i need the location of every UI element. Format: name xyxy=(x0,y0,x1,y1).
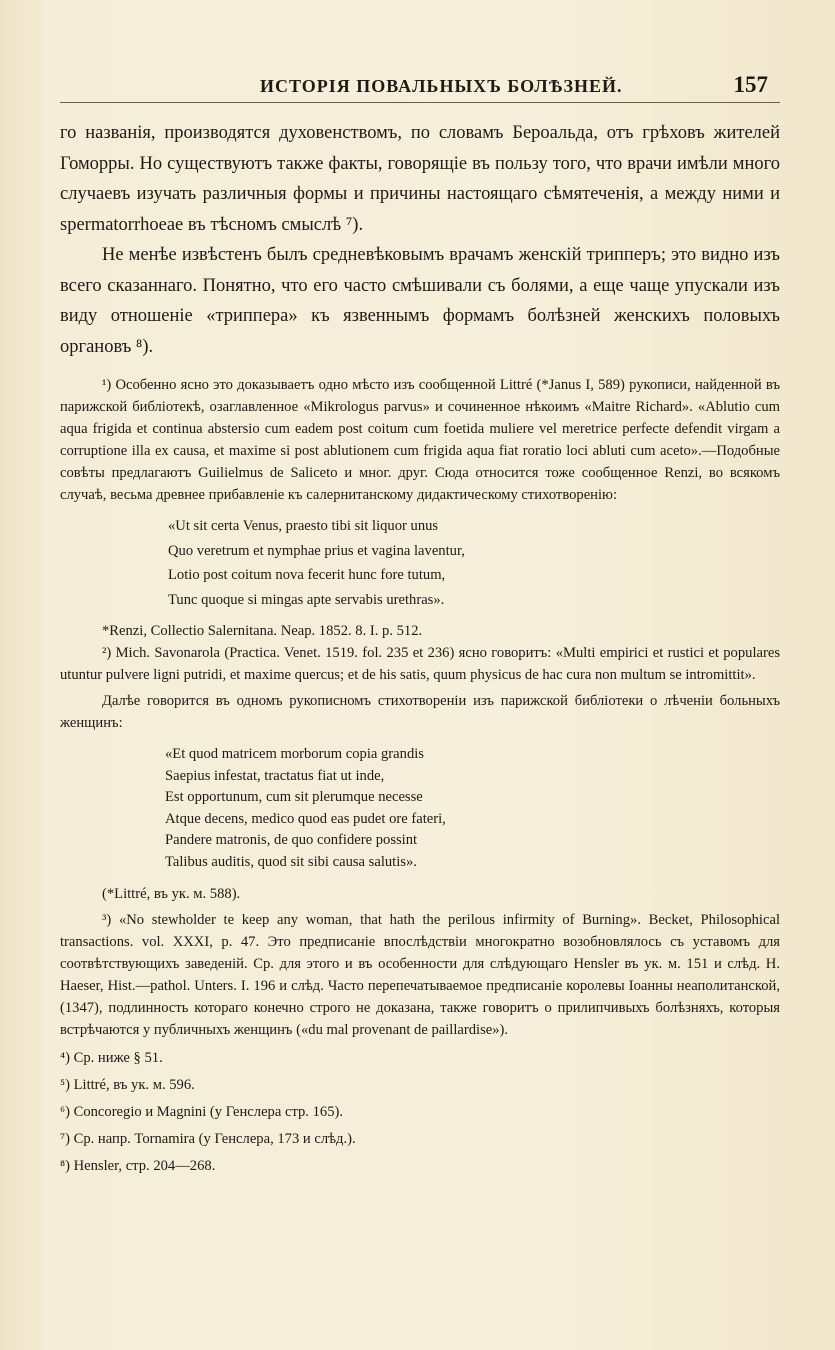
verse-line: Pandere matronis, de quo confidere possint xyxy=(165,832,418,848)
footnote-8: ⁸) Hensler, стр. 204—268. xyxy=(60,1158,216,1174)
main-text xyxy=(60,118,780,362)
main-paragraph-2: Не менѣе извѣстенъ былъ средневѣковымъ врачамъ женскій трипперъ; это видно изъ всего сказаннаго. Понятно, что его часто смѣшивали съ болями, а еще чаще упускали изъ виду отношеніе «триппера» къ язвеннымъ формамъ болѣзней женскихъ половыхъ органовъ ⁸). xyxy=(60,245,780,357)
verse-line: Tunc quoque si mingas apte servabis urethras». xyxy=(168,591,445,608)
footnote-6: ⁶) Concoregio и Magnini (у Генслера стр. 165). xyxy=(60,1104,343,1120)
main-paragraph-1: го названія, производятся духовенствомъ, по словамъ Бероальда, отъ грѣховъ жителей Гоморры. Но существуютъ также факты, говорящіе въ пользу того, что врачи имѣли много случаевъ изучать различныя формы и причины настоящаго сѣмятеченія, а между ними и spermatorrhoeae въ тѣсномъ смыслѣ ⁷). xyxy=(60,123,780,235)
footnote-1-source: *Renzi, Collectio Salernitana. Neap. 1852. 8. I. p. 512. xyxy=(102,623,423,639)
verse-line: Lotio post coitum nova fecerit hunc fore tutum, xyxy=(168,567,446,583)
footnote-1: ¹) Особенно ясно это доказываетъ одно мѣсто изъ сообщенной Littré (*Janus I, 589) рукописи, найденной въ парижской библіотекѣ, озаглавленное «Mikrologus parvus» и сочиненное нѣкоимъ «Maitre Richard». «Ablutio cum aqua frigida et continua abstersio cum eadem post coitum cum foetida muliere vel meretrice perfecte defendit virgam a corruptione illa ex causa, et maxime si post ablutionem cum frigida aqua fiat roratio loci abluti cum aceto».—Подобные совѣты предлагаютъ Guilielmus de Saliceto и мног. друг. Сюда относится тоже сообщенное Renzi, во всякомъ случаѣ, весьма древнее прибавленіе къ салернитанскому дидактическому стихотворенію: xyxy=(60,377,780,503)
footnote-7: ⁷) Ср. напр. Tornamira (у Генслера, 173 и слѣд.). xyxy=(60,1131,356,1147)
footnote-4: ⁴) Ср. ниже § 51. xyxy=(60,1050,163,1066)
footnote-5: ⁵) Littré, въ ук. м. 596. xyxy=(60,1077,195,1093)
page-number: 157 xyxy=(733,72,768,97)
footnote-3: ³) «No stewholder te keep any woman, that hath the perilous infirmity of Burning». Becket, Philosophical transactions. vol. XXXI, p. 47. Это предписаніе впослѣдствіи многократно возобновлялось съ уставомъ для соотвѣтствующихъ заведеній. Ср. для этого и въ особенности для слѣдующаго Hensler въ ук. м. 151 и слѣд. H. Haeser, Hist.—pathol. Unters. I. 196 и слѣд. Часто перепечатываемое предписаніе королевы Іоанны неаполитанской, (1347), подлинность котораго конечно строго не доказана, также говоритъ о прилипчивыхъ болѣзняхъ, которыя встрѣчаются у публичныхъ женщинъ («du mal provenant de paillardise»). xyxy=(60,912,780,1038)
footnote-2-source: (*Littré, въ ук. м. 588). xyxy=(102,886,241,902)
verse-line: Est opportunum, cum sit plerumque necesse xyxy=(165,789,423,805)
footnote-2-continuation: Далѣе говорится въ одномъ рукописномъ стихотвореніи изъ парижской библіотеки о лѣченіи больныхъ женщинъ: xyxy=(60,693,780,731)
verse-line: Talibus auditis, quod sit sibi causa salutis». xyxy=(165,853,417,870)
verse-line: Atque decens, medico quod eas pudet ore fateri, xyxy=(165,810,446,827)
page-header xyxy=(60,72,780,103)
verse-line: «Et quod matricem morborum copia grandis xyxy=(165,746,424,762)
verse-line: Saepius infestat, tractatus fiat ut inde, xyxy=(165,767,385,784)
running-title: ИСТОРІЯ ПОВАЛЬНЫХЪ БОЛѢЗНЕЙ. xyxy=(260,76,623,96)
latin-verse-2 xyxy=(165,744,780,873)
verse-line: «Ut sit certa Venus, praesto tibi sit liquor unus xyxy=(168,518,439,534)
footnote-2: ²) Mich. Savonarola (Practica. Venet. 1519. fol. 235 et 236) ясно говоритъ: «Multi empirici et rustici et populares utuntur pulvere ligni putridi, et maxime quercus; et de his satis, quum physicus de hac cura non multum se intromittit». xyxy=(60,645,780,683)
footnotes xyxy=(60,374,780,1180)
verse-line: Quo veretrum et nymphae prius et vagina laventur, xyxy=(168,542,465,559)
latin-verse-1 xyxy=(168,514,780,612)
